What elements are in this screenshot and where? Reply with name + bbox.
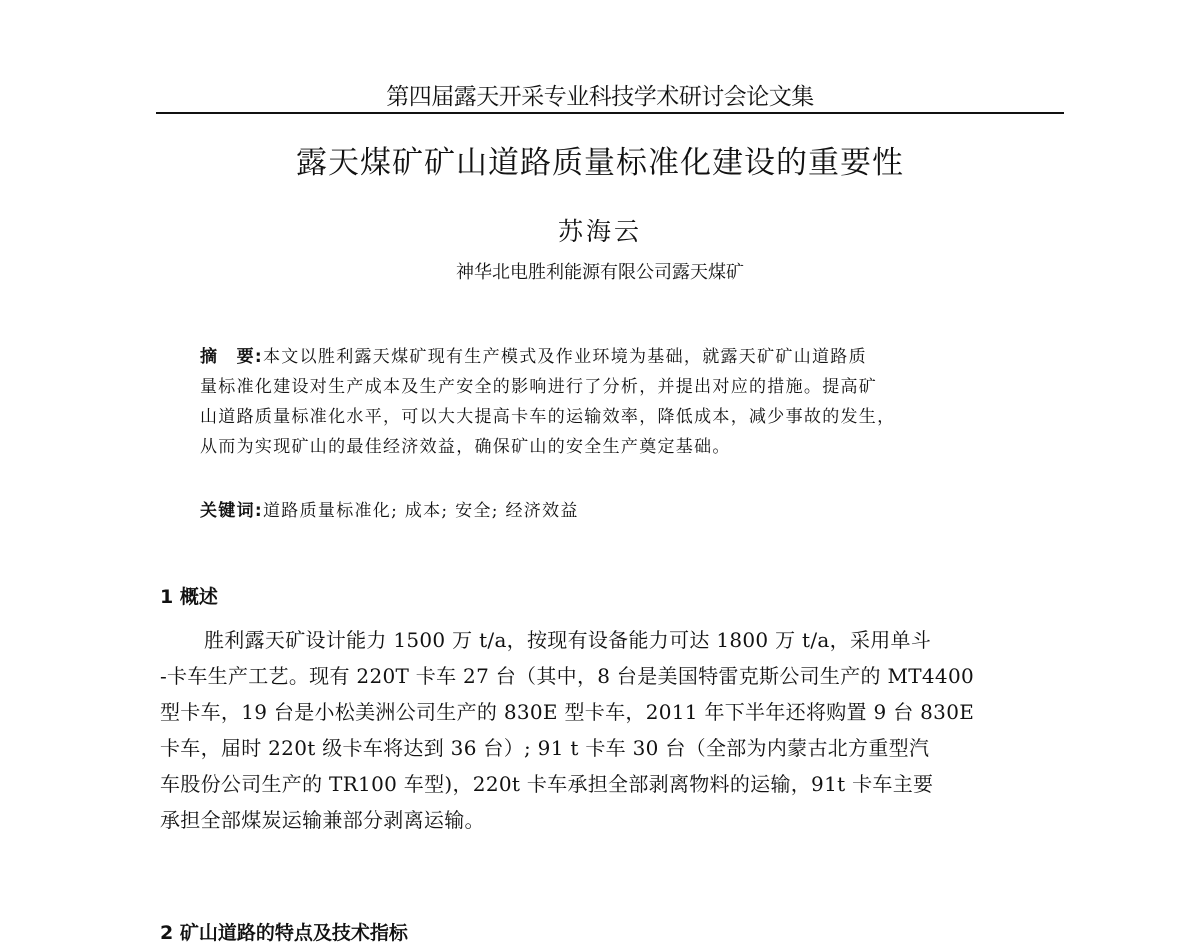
paragraph-line: 型卡车，19 台是小松美洲公司生产的 830E 型卡车，2011 年下半年还将购置 9 台 830E (160, 700, 975, 724)
author-name: 苏海云 (557, 217, 642, 246)
section-heading: 2 矿山道路的特点及技术指标 (160, 922, 408, 944)
header-rule (156, 112, 1064, 114)
abstract-line (200, 342, 1040, 372)
paragraph-line: 承担全部煤炭运输兼部分剥离运输。 (160, 808, 485, 832)
abstract-line: 山道路质量标准化水平，可以大大提高卡车的运输效率，降低成本，减少事故的发生， (200, 407, 896, 427)
paragraph-line: 卡车，届时 220t 级卡车将达到 36 台）; 91 t 卡车 30 台（全部为内蒙古北方重型汽 (160, 736, 930, 760)
paragraph-line: 车股份公司生产的 TR100 车型)，220t 卡车承担全部剥离物料的运输，91t 卡车主要 (160, 772, 934, 796)
abstract-label: 摘 要: (200, 347, 263, 367)
paper-title: 露天煤矿矿山道路质量标准化建设的重要性 (296, 145, 904, 181)
paragraph-line: 胜利露天矿设计能力 1500 万 t/a，按现有设备能力可达 1800 万 t/a，采用单斗 (204, 628, 932, 652)
keywords-label: 关键词: (200, 501, 263, 521)
abstract-line: 量标准化建设对生产成本及生产安全的影响进行了分析，并提出对应的措施。提高矿 (200, 377, 878, 397)
abstract-text: 本文以胜利露天煤矿现有生产模式及作业环境为基础，就露天矿矿山道路质 (263, 347, 867, 367)
abstract-line: 从而为实现矿山的最佳经济效益，确保矿山的安全生产奠定基础。 (200, 437, 731, 457)
keywords-text: 道路质量标准化; 成本; 安全; 经济效益 (263, 501, 579, 521)
abstract-block (200, 342, 1040, 462)
paragraph-line: -卡车生产工艺。现有 220T 卡车 27 台（其中，8 台是美国特雷克斯公司生产的 MT4400 (160, 664, 975, 688)
section-heading: 1 概述 (160, 586, 218, 608)
keywords-block (200, 496, 1040, 521)
author-affiliation: 神华北电胜利能源有限公司露天煤矿 (456, 262, 744, 283)
running-header: 第四届露天开采专业科技学术研讨会论文集 (386, 84, 814, 110)
section-paragraph (160, 622, 1040, 838)
